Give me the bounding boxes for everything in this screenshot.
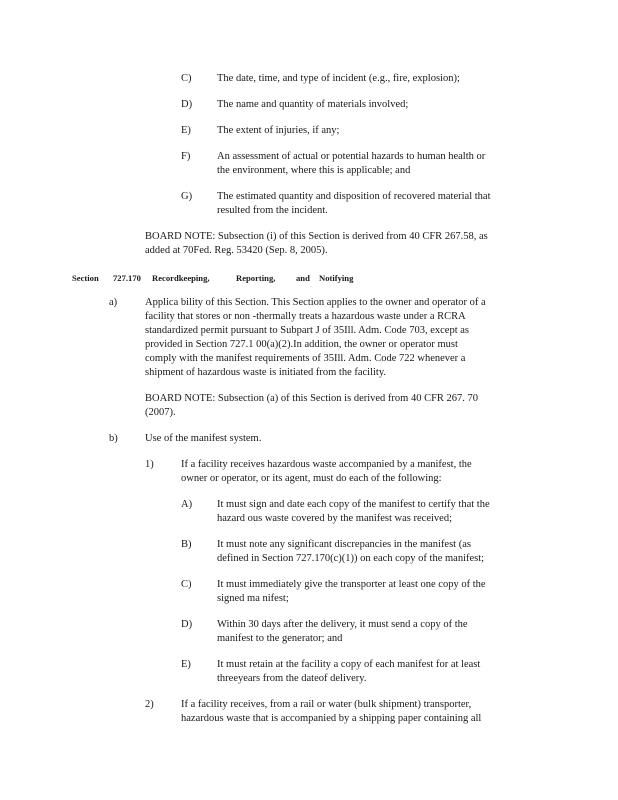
- section-title-part: and: [296, 273, 310, 283]
- board-note: BOARD NOTE: Subsection (a) of this Section is derived from 40 CFR 267. 70 (2007).: [145, 393, 479, 418]
- paragraph: Applica bility of this Section. This Section applies to the owner and operator of a facility that stores or non -thermally treats a hazardous waste under a RCRA standardized permit pursuant to Subpart J of 35Ill. Adm. Code 703, except as provided in Section 727.1 00(a)(2).In addition, the owner or operator must comply with the manifest requirements of 35Ill. Adm. Code 722 whenever a shipment of hazardous waste is initiated from the facility.: [145, 297, 486, 378]
- item-label: C): [181, 73, 192, 84]
- list-item: The estimated quantity and disposition of recovered material that resulted from the incident.: [217, 191, 491, 216]
- section-title-part: Notifying: [319, 273, 354, 283]
- list-item: It must immediately give the transporter at least one copy of the signed ma nifest;: [217, 579, 486, 604]
- item-label: E): [181, 659, 191, 670]
- subsection: If a facility receives hazardous waste accompanied by a manifest, the owner or operator, or its agent, must do each of the following:: [181, 459, 472, 484]
- list-item: Within 30 days after the delivery, it must send a copy of the manifest to the generator; and: [217, 619, 468, 644]
- item-label: C): [181, 579, 192, 590]
- list-item: The date, time, and type of incident (e.g., fire, explosion);: [217, 73, 460, 84]
- item-label: B): [181, 539, 192, 550]
- subsection: If a facility receives, from a rail or water (bulk shipment) transporter, hazardous waste that is accompanied by a shipping paper containing all: [181, 699, 482, 724]
- paragraph: Use of the manifest system.: [145, 433, 262, 444]
- paragraph-label: a): [109, 297, 118, 308]
- section-number: 727.170: [113, 273, 141, 283]
- section-title-part: Reporting,: [236, 273, 276, 283]
- list-item: It must note any significant discrepancies in the manifest (as defined in Section 727.170(c)(1)) on each copy of the manifest;: [217, 539, 485, 564]
- board-note: BOARD NOTE: Subsection (i) of this Section is derived from 40 CFR 267.58, as added at 70Fed. Reg. 53420 (Sep. 8, 2005).: [145, 231, 488, 256]
- list-item: The extent of injuries, if any;: [217, 125, 340, 136]
- list-item: It must sign and date each copy of the manifest to certify that the hazard ous waste covered by the manifest was received;: [217, 499, 490, 524]
- item-label: E): [181, 125, 191, 136]
- item-label: D): [181, 99, 193, 110]
- subsection-label: 1): [145, 459, 154, 470]
- item-label: D): [181, 619, 193, 630]
- section-title-part: Recordkeeping,: [152, 273, 210, 283]
- item-label: F): [181, 151, 191, 162]
- paragraph-label: b): [109, 433, 118, 444]
- item-label: G): [181, 191, 193, 202]
- item-label: A): [181, 499, 193, 510]
- list-item: The name and quantity of materials involved;: [217, 99, 409, 110]
- section-label: Section: [72, 273, 99, 283]
- list-item: An assessment of actual or potential hazards to human health or the environment, where this is applicable; and: [217, 151, 486, 176]
- list-item: It must retain at the facility a copy of each manifest for at least threeyears from the dateof delivery.: [217, 659, 481, 684]
- subsection-label: 2): [145, 699, 154, 710]
